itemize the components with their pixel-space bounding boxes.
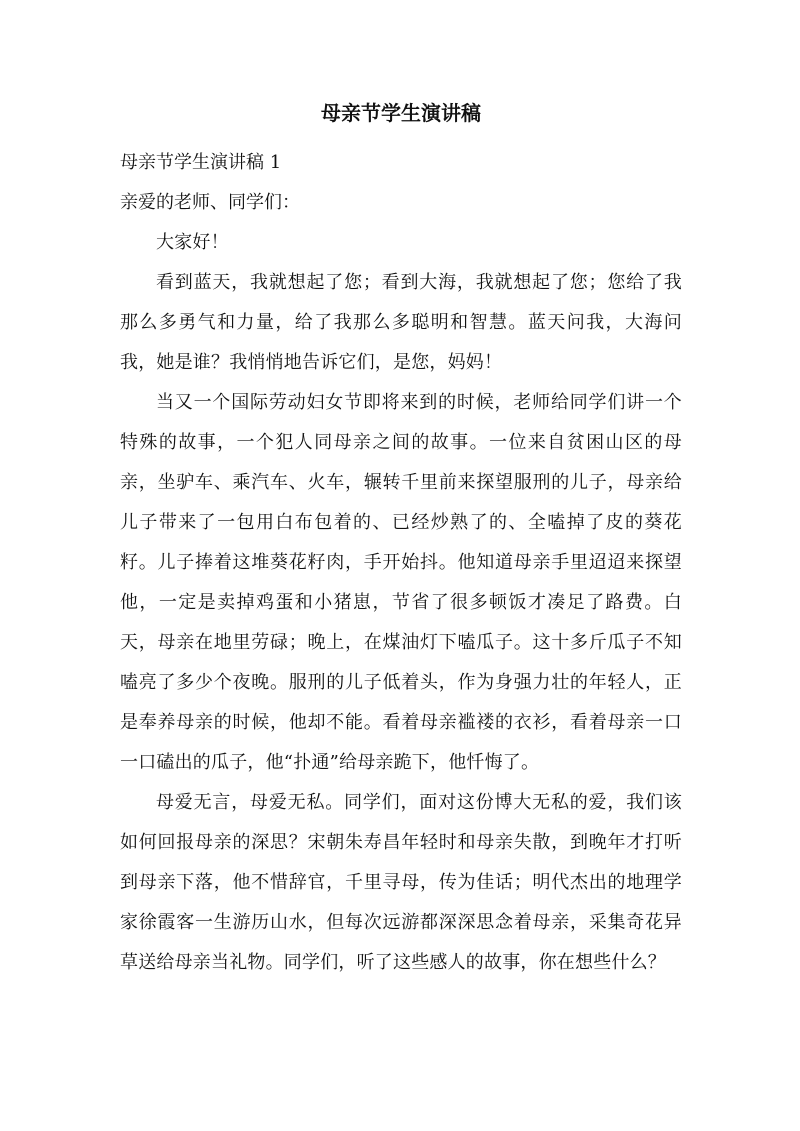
paragraph-1: 看到蓝天，我就想起了您；看到大海，我就想起了您；您给了我那么多勇气和力量，给了我那么多聪明和智慧。蓝天问我，大海问我，她是谁？我悄悄地告诉它们，是您，妈妈！ — [120, 272, 682, 373]
paragraph-3: 母爱无言，母爱无私。同学们，面对这份博大无私的爱，我们该如何回报母亲的深思？宋朝朱寿昌年轻时和母亲失散，到晚年才打听到母亲下落，他不惜辞官，千里寻母，传为佳话；明代杰出的地理学家徐霞客一生游历山水，但每次远游都深深思念着母亲，采集奇花异草送给母亲当礼物。同学们，听了这些感人的故事，你在想些什么？ — [120, 792, 682, 973]
greeting: 大家好！ — [156, 232, 229, 253]
document-title: 母亲节学生演讲稿 — [321, 101, 481, 125]
salutation: 亲爱的老师、同学们： — [120, 192, 300, 213]
paragraph-2: 当又一个国际劳动妇女节即将来到的时候，老师给同学们讲一个特殊的故事，一个犯人同母亲之间的故事。一位来自贫困山区的母亲，坐驴车、乘汽车、火车，辗转千里前来探望服刑的儿子，母亲给儿子带来了一包用白布包着的、已经炒熟了的、全嗑掉了皮的葵花籽。儿子捧着这堆葵花籽肉，手开始抖。他知道母亲手里迢迢来探望他，一定是卖掉鸡蛋和小猪崽，节省了很多顿饭才凑足了路费。白天，母亲在地里劳碌；晚上，在煤油灯下嗑瓜子。这十多斤瓜子不知嗑亮了多少个夜晚。服刑的儿子低着头，作为身强力壮的年轻人，正是奉养母亲的时候，他却不能。看着母亲褴褛的衣衫，看着母亲一口一口磕出的瓜子，他“扑通”给母亲跪下，他忏悔了。 — [120, 392, 682, 773]
speech-subtitle: 母亲节学生演讲稿 1 — [120, 152, 282, 173]
